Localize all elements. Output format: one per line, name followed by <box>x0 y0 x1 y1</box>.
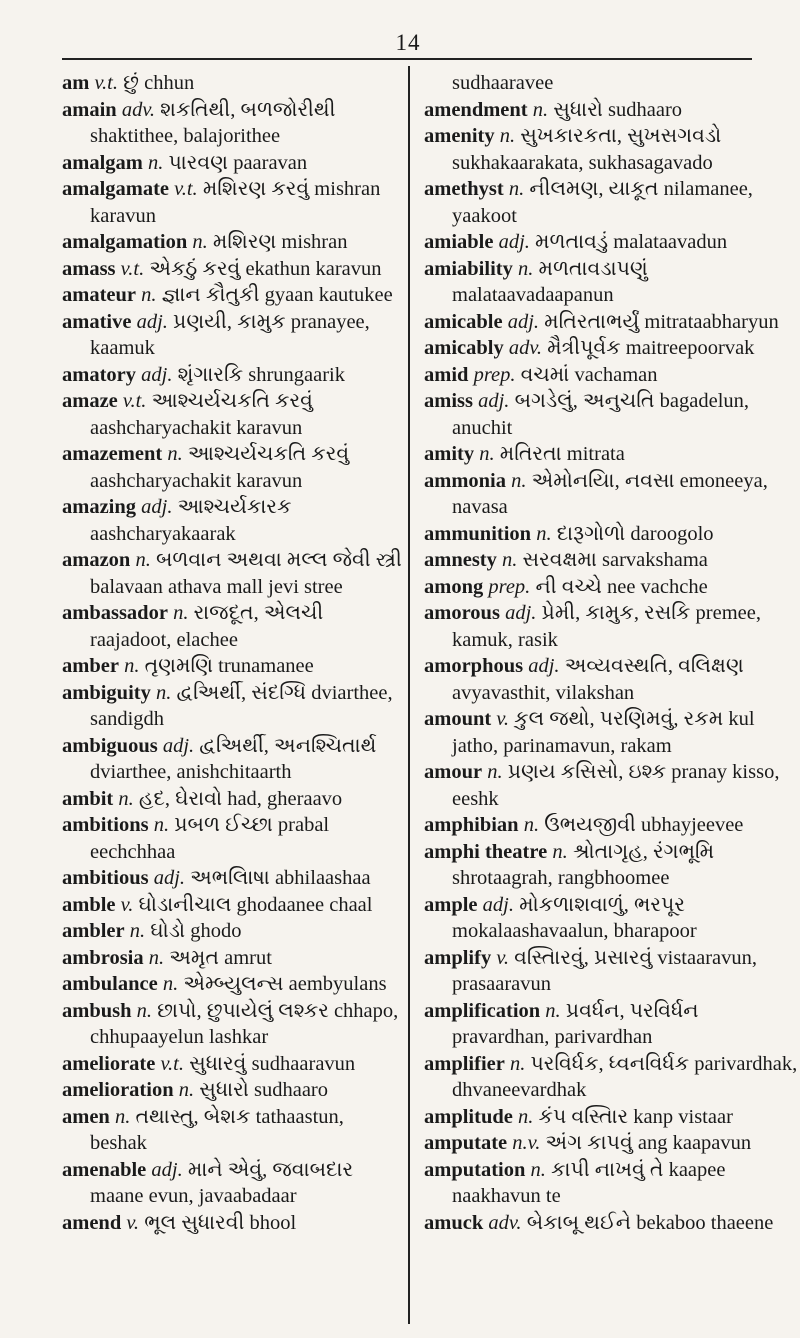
headword: among <box>424 575 484 598</box>
transliteration: dviarthee, anishchitaarth <box>90 761 292 783</box>
transliteration: paaravan <box>233 151 308 174</box>
transliteration: bagadelun, anuchit <box>452 390 750 439</box>
gujarati-meaning: એમ્બ્યુલન્સ <box>183 973 284 995</box>
gujarati-meaning: કુલ જથો, પરણિમવું, રકમ <box>514 708 724 730</box>
dictionary-entry <box>62 97 402 150</box>
gujarati-meaning: માને એવું, જવાબદાર <box>187 1158 354 1181</box>
gujarati-meaning: પ્રબળ ઈચ્છા <box>174 814 273 836</box>
part-of-speech: adj. <box>136 310 168 333</box>
transliteration: shaktithee, balajorithee <box>90 125 281 147</box>
gujarati-meaning: આશ્ચર્યકારક <box>177 496 292 518</box>
part-of-speech: adj. <box>478 390 510 412</box>
headword: amenable <box>62 1158 147 1181</box>
transliteration: malataavadun <box>613 231 728 253</box>
headword: amuck <box>424 1211 484 1234</box>
gujarati-meaning: બગડેલું, અનુચતિ <box>514 390 655 412</box>
part-of-speech: n. <box>552 840 568 863</box>
transliteration: pranayee, kaamuk <box>90 310 370 359</box>
headword: amass <box>62 257 116 280</box>
dictionary-entry <box>62 176 402 229</box>
dictionary-entry <box>424 1051 800 1104</box>
transliteration: malataavadaapanun <box>452 284 614 306</box>
headword: amity <box>424 443 475 465</box>
transliteration: mitrata <box>566 443 625 465</box>
part-of-speech: adj. <box>528 655 560 677</box>
gujarati-meaning: સુધારો <box>199 1079 249 1101</box>
headword: ameliorate <box>62 1052 156 1075</box>
headword: ambitious <box>62 867 149 889</box>
part-of-speech: v. <box>496 708 510 730</box>
headword: amour <box>424 761 483 783</box>
dictionary-entry <box>424 653 800 706</box>
dictionary-entry <box>62 309 402 362</box>
gujarati-meaning: મશિરણ કરવું <box>202 178 310 200</box>
gujarati-meaning: તૃણમણિ <box>144 655 214 677</box>
headword: amid <box>424 363 469 386</box>
headword: amorous <box>424 602 500 624</box>
gujarati-meaning: અભલિાષા <box>190 867 270 889</box>
dictionary-entry <box>62 653 402 680</box>
part-of-speech: n. <box>511 469 527 492</box>
transliteration: mitrataabharyun <box>644 310 779 333</box>
part-of-speech: n. <box>118 787 134 810</box>
dictionary-entry <box>424 256 800 309</box>
transliteration: mokalaashavaalun, bharapoor <box>452 920 697 942</box>
transliteration: shrotaagrah, rangbhoomee <box>452 867 670 889</box>
dictionary-entry <box>62 1077 402 1104</box>
left-column <box>62 70 402 1236</box>
dictionary-entry <box>62 865 402 892</box>
gujarati-meaning: તથાસ્તુ, બેશક <box>135 1105 251 1128</box>
transliteration: had, gheraavo <box>227 787 343 810</box>
transliteration: kaapee naakhavun te <box>452 1158 726 1207</box>
part-of-speech: n. <box>536 522 552 545</box>
gujarati-meaning: સુખકારકતા, સુખસગવડો <box>520 125 722 147</box>
dictionary-entry <box>62 547 402 600</box>
gujarati-meaning: દ્વઅિર્થી, અનશ્ચિતાર્થ <box>199 734 377 757</box>
part-of-speech: n. <box>530 1158 546 1181</box>
headword: amiable <box>424 231 494 253</box>
transliteration: shrungaarik <box>248 363 345 386</box>
gujarati-meaning: અંગ કાપવું <box>545 1132 633 1154</box>
part-of-speech: v. <box>120 893 134 916</box>
headword: amble <box>62 893 116 916</box>
gujarati-meaning: પ્રેમી, કામુક, રસકિ <box>541 602 691 624</box>
transliteration: gyaan kautukee <box>264 284 393 306</box>
part-of-speech: n. <box>517 1105 534 1128</box>
entry-continuation: sudhaaravee <box>452 72 554 94</box>
part-of-speech: n. <box>532 98 549 121</box>
dictionary-entry <box>424 706 800 759</box>
dictionary-entry <box>424 600 800 653</box>
dictionary-entry <box>62 150 402 177</box>
gujarati-meaning: શ્રોતાગૃહ, રંગભૂમિ <box>572 840 715 863</box>
transliteration: avyavasthit, vilakshan <box>452 681 635 704</box>
part-of-speech: n. <box>124 655 140 677</box>
gujarati-meaning: મૈત્રીપૂર્વક <box>547 337 621 359</box>
headword: amalgam <box>62 151 143 174</box>
part-of-speech: n. <box>499 125 516 147</box>
part-of-speech: n. <box>508 178 525 200</box>
part-of-speech: n. <box>147 151 164 174</box>
gujarati-meaning: રાજદૂત, એલચી <box>193 602 324 624</box>
part-of-speech: n. <box>135 549 151 571</box>
headword: ambassador <box>62 602 168 624</box>
dictionary-entry <box>62 998 402 1051</box>
gujarati-meaning: મશિરણ <box>212 231 277 253</box>
part-of-speech: v.t. <box>120 257 145 280</box>
gujarati-meaning: અમૃત <box>169 946 219 969</box>
transliteration: nilamanee, yaakoot <box>452 178 753 227</box>
gujarati-meaning: છાપો, છુપાયેલું લશ્કર <box>157 999 329 1022</box>
dictionary-entry <box>424 812 800 839</box>
transliteration: aembyulans <box>288 973 387 995</box>
headword: amendment <box>424 98 528 121</box>
gujarati-meaning: મોકળાશવાળું, ભરપૂર <box>519 893 685 916</box>
transliteration: kul jatho, parinamavun, rakam <box>452 708 755 757</box>
transliteration: prabal eechchhaa <box>90 814 330 863</box>
gujarati-meaning: પ્રવર્ધન, પરવિર્ધન <box>565 999 699 1022</box>
dictionary-entry <box>424 521 800 548</box>
dictionary-entry <box>62 812 402 865</box>
gujarati-meaning: બળવાન અથવા મલ્લ જેવી સ્ત્રી <box>155 549 402 571</box>
gujarati-meaning: ઉભયજીવી <box>544 814 636 836</box>
dictionary-entry <box>424 1104 800 1131</box>
transliteration: raajadoot, elachee <box>90 628 238 651</box>
dictionary-entry <box>62 229 402 256</box>
gujarati-meaning: દ્વઅિર્થી, સંદગ્ધિ <box>176 681 307 704</box>
headword: ambitions <box>62 814 149 836</box>
gujarati-meaning: આશ્ચર્યચકતિ કરવું <box>151 390 313 412</box>
headword: amethyst <box>424 178 504 200</box>
gujarati-meaning: આશ્ચર્યચકતિ કરવું <box>187 443 350 465</box>
gujarati-meaning: ઘોડો <box>150 920 186 942</box>
headword: amnesty <box>424 549 497 571</box>
dictionary-entry <box>424 441 800 468</box>
transliteration: aashcharyachakit karavun <box>90 469 303 492</box>
headword: ammonia <box>424 469 506 492</box>
transliteration: sarvakshama <box>602 549 708 571</box>
part-of-speech: adv. <box>508 337 543 359</box>
gujarati-meaning: દારૂગોળો <box>556 522 626 545</box>
part-of-speech: n. <box>545 999 561 1022</box>
dictionary-entry <box>62 971 402 998</box>
headword: amenity <box>424 125 495 147</box>
headword: amplifier <box>424 1052 505 1075</box>
dictionary-entry <box>62 388 402 441</box>
transliteration: premee, kamuk, rasik <box>452 602 761 651</box>
column-divider <box>408 66 410 1324</box>
dictionary-entry <box>62 362 402 389</box>
headword: amputation <box>424 1158 526 1181</box>
dictionary-entry <box>424 1157 800 1210</box>
transliteration: ghodaanee chaal <box>236 893 373 916</box>
gujarati-meaning: મળતાવડાપણું <box>538 257 648 280</box>
transliteration: parivardhak, dhvaneevardhak <box>452 1052 798 1101</box>
part-of-speech: n. <box>173 602 189 624</box>
transliteration: ubhayjeevee <box>640 814 744 836</box>
dictionary-entry <box>62 733 402 786</box>
gujarati-meaning: સરવક્ષમા <box>522 549 597 571</box>
dictionary-entry <box>62 70 402 97</box>
dictionary-entry <box>62 441 402 494</box>
right-column <box>424 70 800 1236</box>
dictionary-entry <box>424 309 800 336</box>
dictionary-entry <box>62 918 402 945</box>
part-of-speech: adv. <box>121 98 156 121</box>
part-of-speech: n. <box>502 549 518 571</box>
dictionary-entry <box>424 945 800 998</box>
dictionary-entry <box>424 70 800 97</box>
headword: ambiguous <box>62 734 158 757</box>
transliteration: bekaboo thaeene <box>636 1211 774 1234</box>
part-of-speech: n. <box>129 920 146 942</box>
part-of-speech: n. <box>141 284 157 306</box>
transliteration: sukhakaarakata, sukhasagavado <box>452 151 713 174</box>
headword: ambler <box>62 920 125 942</box>
gujarati-meaning: મળતાવડું <box>535 231 609 253</box>
transliteration: sudhaaro <box>608 98 683 121</box>
dictionary-entry <box>424 998 800 1051</box>
headword: am <box>62 72 90 94</box>
gujarati-meaning: હદ, ઘેરાવો <box>138 787 223 810</box>
part-of-speech: adv. <box>488 1211 522 1234</box>
headword: amphi theatre <box>424 840 548 863</box>
dictionary-entry <box>424 97 800 124</box>
part-of-speech: n. <box>114 1105 131 1128</box>
transliteration: kanp vistaar <box>633 1105 733 1128</box>
part-of-speech: v. <box>496 946 510 969</box>
page-number: 14 <box>395 30 421 55</box>
part-of-speech: adj. <box>162 734 195 757</box>
part-of-speech: adj. <box>153 867 186 889</box>
gujarati-meaning: મતિરતા <box>499 443 562 465</box>
part-of-speech: n. <box>178 1079 195 1101</box>
transliteration: trunamanee <box>218 655 314 677</box>
part-of-speech: adj. <box>505 602 537 624</box>
headword: ambush <box>62 999 132 1022</box>
part-of-speech: n. <box>479 443 495 465</box>
gujarati-meaning: વસ્તિારવું, પ્રસારવું <box>514 946 653 969</box>
gujarati-meaning: શકતિથી, બળજોરીથી <box>160 98 336 121</box>
headword: amen <box>62 1105 110 1128</box>
gujarati-meaning: બેકાબૂ થઈને <box>526 1211 632 1234</box>
transliteration: sudhaaro <box>254 1079 329 1101</box>
gujarati-meaning: એમોનયિા, નવસા <box>531 469 675 492</box>
dictionary-entry <box>62 256 402 283</box>
dictionary-entry <box>424 229 800 256</box>
part-of-speech: n.v. <box>512 1132 541 1154</box>
headword: amiability <box>424 257 513 280</box>
part-of-speech: v. <box>126 1211 140 1234</box>
dictionary-entry <box>424 388 800 441</box>
headword: amplify <box>424 946 492 969</box>
headword: amphibian <box>424 814 519 836</box>
gujarati-meaning: મતિરતાભર્યું <box>544 310 640 333</box>
part-of-speech: n. <box>487 761 503 783</box>
gujarati-meaning: પરવિર્ધક, ધ્વનવિર્ધક <box>530 1052 690 1075</box>
gujarati-meaning: અવ્યવસ્થતિ, વલિક્ષણ <box>564 655 744 677</box>
dictionary-entry <box>424 468 800 521</box>
headword: amplitude <box>424 1105 513 1128</box>
gujarati-meaning: પ્રણય કસિસો, ઇશ્ક <box>507 761 667 783</box>
headword: ammunition <box>424 522 532 545</box>
dictionary-entry <box>62 494 402 547</box>
headword: amiss <box>424 390 473 412</box>
dictionary-entry <box>424 839 800 892</box>
headword: amicable <box>424 310 503 333</box>
gujarati-meaning: શૃંગારકિ <box>177 363 244 386</box>
dictionary-entry <box>424 547 800 574</box>
headword: amelioration <box>62 1079 174 1101</box>
dictionary-entry <box>424 1210 800 1237</box>
headword: amputate <box>424 1132 508 1154</box>
headword: amateur <box>62 284 137 306</box>
transliteration: vistaaravun, prasaaravun <box>452 946 757 995</box>
gujarati-meaning: પારવણ <box>168 151 229 174</box>
transliteration: chhapo, chhupaayelun lashkar <box>90 999 399 1048</box>
headword: amain <box>62 98 117 121</box>
dictionary-entry <box>62 282 402 309</box>
transliteration: daroogolo <box>630 522 714 545</box>
dictionary-entry <box>424 759 800 812</box>
dictionary-entry <box>424 1130 800 1157</box>
headword: amber <box>62 655 119 677</box>
gujarati-meaning: કાપી નાખવું તે <box>551 1158 664 1181</box>
transliteration: aashcharyakaarak <box>90 522 236 545</box>
transliteration: sudhaaravun <box>251 1052 356 1075</box>
gujarati-meaning: સુધારવું <box>189 1052 247 1075</box>
part-of-speech: n. <box>155 681 172 704</box>
gujarati-meaning: ભૂલ સુધારવી <box>144 1211 245 1234</box>
part-of-speech: n. <box>167 443 183 465</box>
gujarati-meaning: ઘોડાનીચાલ <box>138 893 232 916</box>
gujarati-meaning: જ્ઞાન કૌતુકી <box>161 284 260 306</box>
transliteration: nee vachche <box>606 575 708 598</box>
transliteration: vachaman <box>574 363 658 386</box>
dictionary-entry <box>424 892 800 945</box>
headword: ambit <box>62 787 114 810</box>
dictionary-entry <box>424 574 800 601</box>
part-of-speech: n. <box>153 814 170 836</box>
part-of-speech: adj. <box>141 363 173 386</box>
transliteration: emoneeya, navasa <box>452 469 768 518</box>
transliteration: tathaastun, beshak <box>90 1105 344 1154</box>
part-of-speech: n. <box>509 1052 526 1075</box>
headword: ambiguity <box>62 681 151 704</box>
headword: amend <box>62 1211 122 1234</box>
part-of-speech: n. <box>136 999 153 1022</box>
headword: amative <box>62 310 132 333</box>
part-of-speech: v.t. <box>174 178 198 200</box>
dictionary-entry <box>62 892 402 919</box>
headword: amalgamate <box>62 178 170 200</box>
transliteration: aashcharyachakit karavun <box>90 416 303 439</box>
dictionary-entry <box>62 600 402 653</box>
gujarati-meaning: પ્રણયી, કામુક <box>173 310 286 333</box>
transliteration: amrut <box>224 946 272 969</box>
part-of-speech: prep. <box>473 363 516 386</box>
dictionary-entry <box>62 945 402 972</box>
part-of-speech: prep. <box>488 575 531 598</box>
dictionary-entry <box>62 1051 402 1078</box>
transliteration: abhilaashaa <box>274 867 371 889</box>
gujarati-meaning: વચમાં <box>520 363 570 386</box>
gujarati-meaning: નીલમણ, યાકૂત <box>529 178 659 200</box>
headword: amplification <box>424 999 541 1022</box>
transliteration: mishran karavun <box>90 178 381 227</box>
part-of-speech: v.t. <box>94 72 118 94</box>
part-of-speech: v.t. <box>122 390 147 412</box>
transliteration: balavaan athava mall jevi stree <box>90 575 343 598</box>
header-rule <box>62 58 752 60</box>
headword: amalgamation <box>62 231 188 253</box>
transliteration: pravardhan, parivardhan <box>452 1026 653 1048</box>
headword: amicably <box>424 337 504 359</box>
dictionary-entry <box>62 680 402 733</box>
transliteration: mishran <box>281 231 348 253</box>
transliteration: ang kaapavun <box>637 1132 752 1154</box>
dictionary-entry <box>424 335 800 362</box>
part-of-speech: v.t. <box>160 1052 184 1075</box>
part-of-speech: n. <box>517 257 534 280</box>
transliteration: pranay kisso, eeshk <box>452 761 780 810</box>
gujarati-meaning: કંપ વસ્તિાર <box>538 1105 629 1128</box>
headword: amount <box>424 708 492 730</box>
gujarati-meaning: સુધારો <box>553 98 603 121</box>
dictionary-entry <box>62 1210 402 1237</box>
part-of-speech: n. <box>192 231 208 253</box>
headword: amazement <box>62 443 163 465</box>
transliteration: ghodo <box>190 920 242 942</box>
part-of-speech: n. <box>523 814 540 836</box>
headword: ambulance <box>62 973 158 995</box>
part-of-speech: adj. <box>482 893 514 916</box>
part-of-speech: n. <box>162 973 179 995</box>
part-of-speech: n. <box>148 946 165 969</box>
transliteration: chhun <box>144 72 195 94</box>
headword: ambrosia <box>62 946 144 969</box>
headword: amazon <box>62 549 131 571</box>
headword: ample <box>424 893 478 916</box>
headword: amaze <box>62 390 118 412</box>
transliteration: maane evun, javaabadaar <box>90 1185 297 1207</box>
headword: amatory <box>62 363 137 386</box>
headword: amazing <box>62 496 137 518</box>
part-of-speech: adj. <box>151 1158 183 1181</box>
transliteration: dviarthee, sandigdh <box>90 681 393 730</box>
transliteration: maitreepoorvak <box>625 337 755 359</box>
dictionary-entry <box>62 1104 402 1157</box>
part-of-speech: adj. <box>498 231 530 253</box>
part-of-speech: adj. <box>507 310 540 333</box>
transliteration: ekathun karavun <box>245 257 382 280</box>
dictionary-entry <box>424 362 800 389</box>
dictionary-entry <box>424 176 800 229</box>
gujarati-meaning: છું <box>123 72 139 94</box>
dictionary-entry <box>424 123 800 176</box>
gujarati-meaning: ની વચ્ચે <box>535 575 602 598</box>
headword: amorphous <box>424 655 524 677</box>
transliteration: bhool <box>249 1211 297 1234</box>
dictionary-entry <box>62 1157 402 1210</box>
part-of-speech: adj. <box>141 496 173 518</box>
dictionary-entry <box>62 786 402 813</box>
gujarati-meaning: એકઠું કરવું <box>149 257 241 280</box>
